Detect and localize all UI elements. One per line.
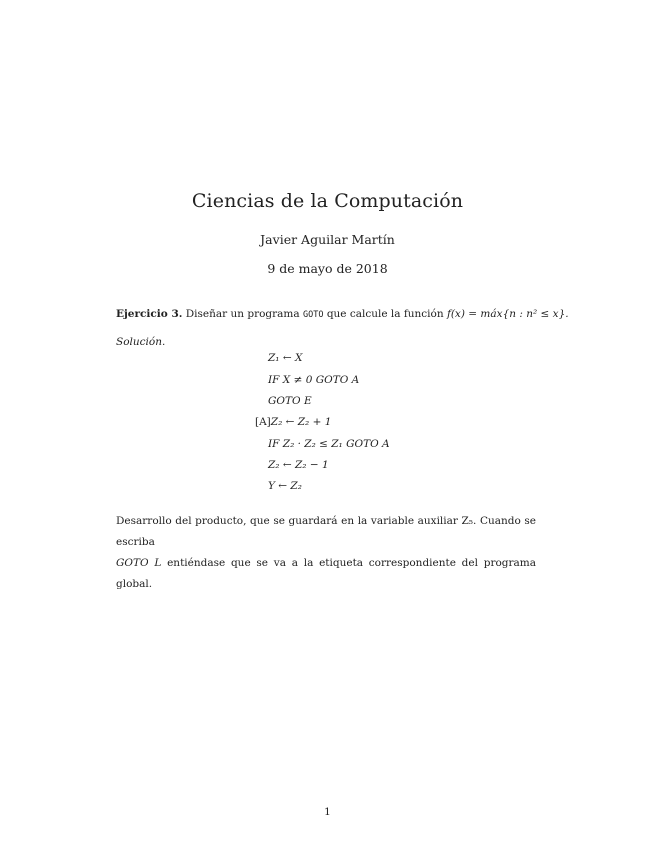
explanation-paragraph: [116, 511, 536, 595]
program-line: [268, 352, 302, 364]
program-line-code: GOTO E: [268, 395, 312, 407]
exercise-text-before: Diseñar un programa: [185, 308, 300, 320]
program-line: [255, 416, 331, 428]
paragraph-line-1: Desarrollo del producto, que se guardará en la variable auxiliar Z₅. Cuando se escriba: [116, 515, 536, 548]
paragraph-goto-l: GOTO L: [116, 557, 162, 569]
program-line: [268, 459, 329, 471]
program-line: [268, 438, 390, 450]
program-line-label: [A]: [255, 416, 271, 428]
exercise-text-after: que calcule la función: [326, 308, 444, 320]
paper-date: 9 de mayo de 2018: [267, 261, 388, 276]
program-line-code: Z₂ ← Z₂ + 1: [270, 416, 332, 428]
page-number: 1: [324, 806, 331, 818]
exercise-code-word: GOTO: [303, 310, 324, 320]
exercise-label: Ejercicio 3.: [116, 308, 183, 320]
solution-label: Solución.: [116, 336, 166, 348]
program-line-code: Z₁ ← X: [268, 352, 303, 364]
program-line: [268, 395, 312, 407]
program-line-code: IF X ≠ 0 GOTO A: [268, 374, 360, 386]
paragraph-line-2: [116, 553, 536, 595]
author-name: Javier Aguilar Martín: [260, 232, 395, 247]
program-line-code: Y ← Z₂: [268, 480, 302, 492]
program-line-code: IF Z₂ · Z₂ ≤ Z₁ GOTO A: [268, 438, 390, 450]
program-line: [268, 480, 302, 492]
program-line: [268, 374, 359, 386]
exercise-statement: [116, 308, 569, 320]
paper-title: Ciencias de la Computación: [191, 190, 464, 212]
exercise-formula: f(x) = máx{n : n² ≤ x}.: [446, 308, 569, 320]
paragraph-line-2-rest: entiéndase que se va a la etiqueta correspondiente del programa global.: [116, 557, 537, 590]
program-line-code: Z₂ ← Z₂ − 1: [268, 459, 329, 471]
